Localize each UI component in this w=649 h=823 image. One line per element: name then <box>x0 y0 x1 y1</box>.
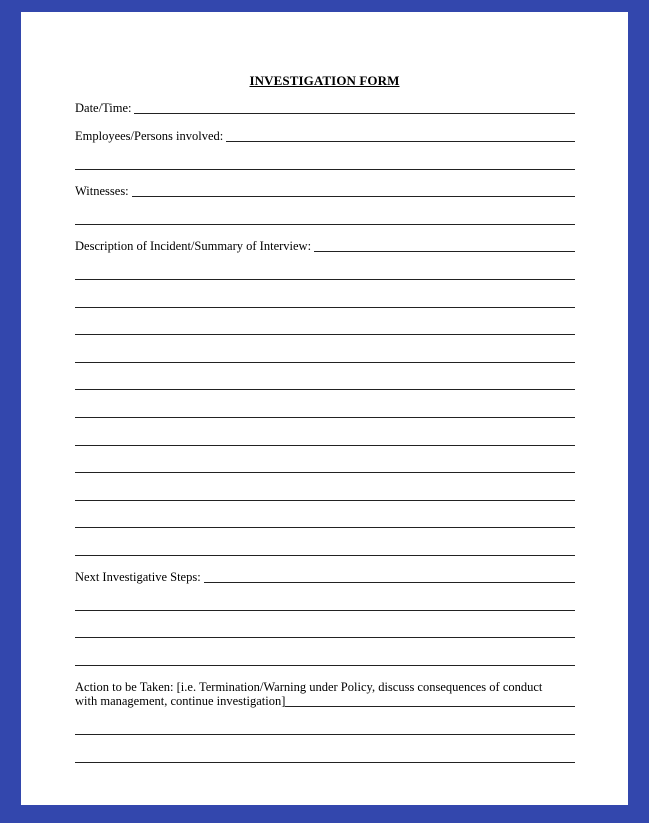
persons-involved-field[interactable] <box>226 130 575 142</box>
action-row-2 <box>75 694 575 708</box>
description-row <box>75 239 575 253</box>
persons-involved-label: Employees/Persons involved: <box>75 129 224 143</box>
witnesses-row <box>75 184 575 198</box>
action-block <box>75 680 575 708</box>
description-line[interactable] <box>75 334 575 335</box>
next-steps-line[interactable] <box>75 637 575 638</box>
witnesses-label: Witnesses: <box>75 184 129 198</box>
description-line[interactable] <box>75 362 575 363</box>
witnesses-line-2[interactable] <box>75 224 575 225</box>
action-field[interactable] <box>285 695 575 707</box>
description-line[interactable] <box>75 500 575 501</box>
description-line[interactable] <box>75 307 575 308</box>
description-line[interactable] <box>75 555 575 556</box>
action-label-line1: Action to be Taken: [i.e. Termination/Warning under Policy, discuss consequences of conduct <box>75 680 543 694</box>
date-time-row <box>75 101 575 115</box>
description-field[interactable] <box>314 240 575 252</box>
persons-involved-line-2[interactable] <box>75 169 575 170</box>
next-steps-line[interactable] <box>75 665 575 666</box>
description-line[interactable] <box>75 472 575 473</box>
date-time-field[interactable] <box>134 102 575 114</box>
description-line[interactable] <box>75 279 575 280</box>
description-line[interactable] <box>75 389 575 390</box>
form-page <box>21 12 628 805</box>
description-line[interactable] <box>75 417 575 418</box>
form-title: INVESTIGATION FORM <box>249 73 400 88</box>
action-line[interactable] <box>75 762 575 763</box>
action-line[interactable] <box>75 734 575 735</box>
description-line[interactable] <box>75 445 575 446</box>
witnesses-field[interactable] <box>132 185 575 197</box>
action-label-line2: with management, continue investigation] <box>75 694 286 708</box>
next-steps-row <box>75 570 575 584</box>
next-steps-label: Next Investigative Steps: <box>75 570 201 584</box>
next-steps-line[interactable] <box>75 610 575 611</box>
persons-involved-row <box>75 129 575 143</box>
date-time-label: Date/Time: <box>75 101 132 115</box>
next-steps-field[interactable] <box>204 571 575 583</box>
description-line[interactable] <box>75 527 575 528</box>
description-label: Description of Incident/Summary of Interview: <box>75 239 312 253</box>
